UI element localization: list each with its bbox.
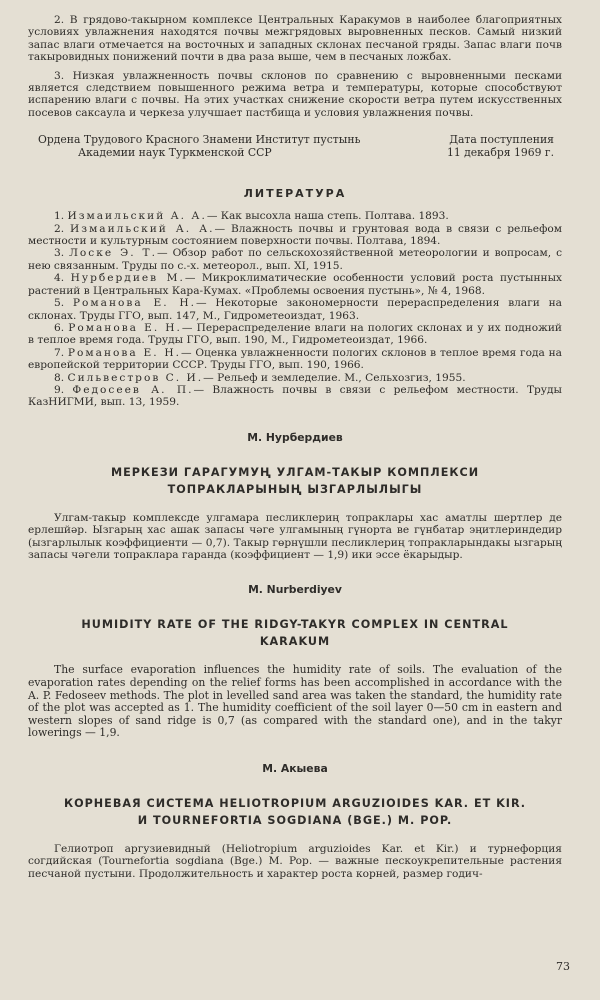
institution-block [28,133,562,159]
next-article-text: Гелиотроп аргузиевидный (Heliotropium arguzioides Kar. et Kir.) и турнефорция согдийская (Tournefortia sogdiana (Bge.) M. Pop. — важные пескоукрепительные растения песчаной пустыни. Продолжительность и характер роста корней, размер годич- [28,842,562,880]
next-article-title: КОРНЕВАЯ СИСТЕМА HELIOTROPIUM ARGUZIOIDES KAR. ET KIR. И TOURNEFORTIA SOGDIANA (BGE.) M. POP. [63,796,527,827]
conclusion-paragraph-2: 2. В грядово-такырном комплексе Центральных Каракумов в наиболее благоприятных условиях увлажнения находятся почвы межгрядовых выровненных песков. Самый низкий запас влаги отмечается на восточных и западных склонах песчаной гряды. Запас влаги почв такыровидных понижений почти в два раза выше, чем в песчаных ложбах. [28,14,562,64]
next-article-author: М. Акыева [262,761,328,775]
english-summary-author: M. Nurberdiyev [248,583,342,597]
literature-item: 8. Сильвестров С. И.— Рельеф и земледелие. М., Сельхозгиз, 1955. [54,371,466,384]
conclusion-paragraph-3: 3. Низкая увлажненность почвы склонов по сравнению с выровненными песками является следствием повышенного режима ветра и температуры, которые способствуют испарению влаги с почвы. На этих участках снижение скорости ветра путем искусственных посевов саксаула и черкеза улучшает пастбища и условия увлажнения почвы. [28,69,562,119]
literature-item: 7. Романова Е. Н.— Оценка увлажненности пологих склонов в теплое время года на европейской территории СССР. Труды ГГО, вып. 190, 1966. [28,346,562,372]
literature-item: 9. Федосеев А. П.— Влажность почвы в связи с рельефом местности. Труды КазНИГМИ, вып. 13, 1959. [28,383,562,409]
institution-line-2: Академии наук Туркменской ССР [78,146,272,160]
english-summary-title: HUMIDITY RATE OF THE RIDGY-TAKYR COMPLEX IN CENTRAL KARAKUM [81,618,509,649]
received-date-label: Дата поступления [449,133,554,147]
english-summary-text: The surface evaporation influences the humidity rate of soils. The evaluation of the evaporation rates depending on the relief forms has been accomplished in accordance with the A. P. Fedoseev methods. The plot in levelled sand area was taken the standard, the humidity rate of the plot was accepted as 1. The humidity coefficient of the soil layer 0—50 cm in eastern and western slopes of sand ridge is 0,7 (as compared with the standard one), and in the takyr lowerings — 1,9. [28,663,562,740]
literature-item: 4. Нурбердиев М.— Микроклиматические особенности условий роста пустынных растений в Центральных Кара-Кумах. «Проблемы освоения пустынь», № 4, 1968. [28,272,562,297]
turkmen-summary-text: Улгам-такыр комплексде улгамара песликлериң топраклары хас аматлы шертлер де ерлешйәр. Ызгарың хас ашак запасы чәге улгамының гүнорта ве гүнбатар эңитлериндедир (ызгарлылык коэффициенти — 0,7). Такыр гөрнүшли песликлериң топракларындакы ызгарың запасы чәгели топраклара гаранда (коэффициент — 1,9) ики эссе ёкарыдыр. [28,511,562,561]
page-number: 73 [556,960,570,973]
literature-item: 6. Романова Е. Н.— Перераспределение влаги на пологих склонах и у их подножий в теплое время года. Труды ГГО, вып. 190, М., Гидрометеоиздат, 1966. [28,321,562,347]
literature-item: 2. Измаильский А. А.— Влажность почвы и грунтовая вода в связи с рельефом местности и культурным состоянием поверхности почвы. Полтава, 1894. [28,222,562,248]
literature-heading: ЛИТЕРАТУРА [243,187,347,201]
turkmen-summary-author: М. Нурбердиев [247,430,343,444]
institution-line-1: Ордена Трудового Красного Знамени Институт пустынь [38,133,361,147]
literature-item: 3. Лоске Э. Т.— Обзор работ по сельскохозяйственной метеорологии и вопросам, с нею связанным. Труды по с.-х. метеорол., вып. XI, 1915. [28,247,563,272]
literature-list [28,210,562,409]
received-date-value: 11 декабря 1969 г. [446,146,554,160]
turkmen-summary-title: МЕРКЕЗИ ГАРАГУМУҢ УЛГАМ-ТАКЫР КОМПЛЕКСИ ТОПРАКЛАРЫНЫҢ ЫЗГАРЛЫЛЫГЫ [110,465,480,496]
literature-item: 1. Измаильский А. А.— Как высохла наша степь. Полтава. 1893. [54,210,449,223]
literature-item: 5. Романова Е. Н.— Некоторые закономерности перераспределения влаги на склонах. Труды ГГО, вып. 147, М., Гидрометеоиздат, 1963. [28,297,562,322]
